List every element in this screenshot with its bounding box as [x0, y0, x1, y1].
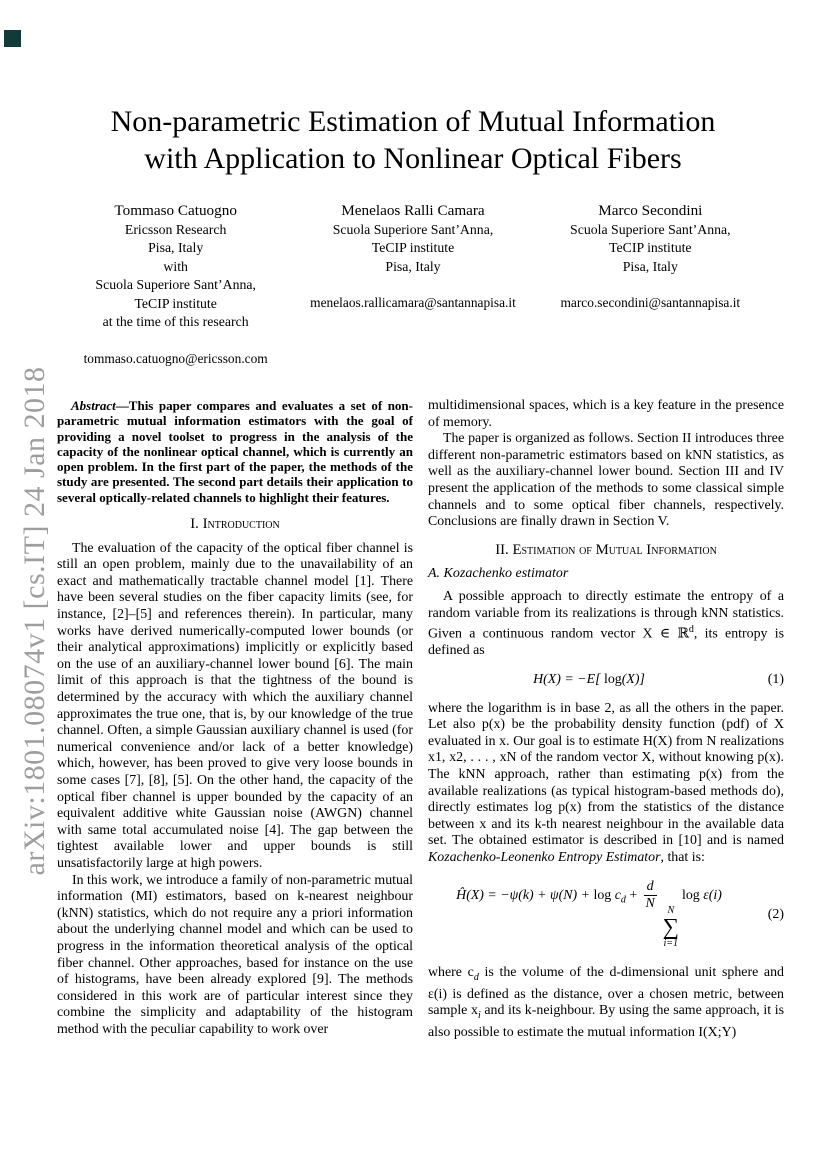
- equation-1-rhs: (X)]: [621, 671, 645, 687]
- summation-upper-limit: N: [667, 905, 675, 917]
- abstract-paragraph: [57, 398, 413, 505]
- equation-2-epsilon: ε(i): [703, 888, 722, 904]
- author-affiliation-line: Scuola Superiore Sant’Anna,: [95, 277, 256, 292]
- knn-paragraph: [428, 589, 784, 660]
- section-heading-introduction: I. Introduction: [190, 516, 280, 533]
- logarithm-paragraph-text: , that is:: [660, 849, 705, 865]
- paper-title-line2: with Application to Nonlinear Optical Fibers: [144, 142, 682, 175]
- fraction-d-over-N: [644, 880, 657, 911]
- author-email: menelaos.rallicamara@santannapisa.it: [310, 295, 516, 310]
- cd-paragraph-text: and its k-neighbour. By using the same approach, it is also possible to estimate the mutual information I(X;Y): [428, 1003, 785, 1040]
- author-affiliation-line: at the time of this research: [102, 314, 249, 329]
- equation-1-log: log: [600, 671, 622, 687]
- summation-lower-limit: i=1: [663, 938, 679, 950]
- author-affiliation-line: with: [163, 258, 188, 274]
- logarithm-paragraph-text: where the logarithm is in base 2, as all the others in the paper. Let also p(x) be the probability density function (pdf) of X evaluated in x. Our goal is to estimate H(X) from N realizations x1, x2, . . . , xN of the random vector X, without knowing p(x). The kNN approach, rather than estimating p(x) from the available realizations (as typical histogram-based methods do), directly estimates log p(x) from the statistics of the distance between x and its k-th nearest neighbour in the available data set. The obtained estimator is described in [10] and is named: [428, 700, 784, 849]
- author-affiliation-line: TeCIP institute: [609, 240, 692, 255]
- abstract-lead: Abstract: [71, 398, 116, 413]
- equation-2-number: (2): [767, 906, 784, 922]
- organization-paragraph: The paper is organized as follows. Section II introduces three different non-parametric estimators based on kNN statistics, as well as the auxiliary-channel lower bound. Section III and IV present the application of the methods to some classical simple channels and to some optical fiber channels, respectively. Conclusions are finally drawn in Section V.: [428, 431, 784, 530]
- xi-subscript: i: [477, 1009, 481, 1021]
- author-block-2: [294, 202, 531, 368]
- continuation-paragraph: multidimensional spaces, which is a key feature in the presence of memory.: [428, 398, 784, 430]
- author-blocks: [57, 202, 769, 368]
- author-block-1: [57, 202, 294, 368]
- equation-2-log2: log: [682, 888, 704, 904]
- summation: [663, 905, 679, 949]
- fraction-numerator: d: [644, 880, 657, 896]
- equation-1-body: [428, 672, 750, 689]
- cd-paragraph: [428, 965, 784, 1041]
- knn-superscript-d: d: [688, 624, 694, 636]
- equation-2-plus: +: [625, 888, 641, 904]
- right-column: [428, 398, 784, 1041]
- intro-paragraph-1: The evaluation of the capacity of the optical fiber channel is still an open problem, mainly due to the unavailability of an exact and mathematically tractable channel model [1]. There have been several studies on the fiber capacity limits (see, for instance, [2]–[5] and references therein). In particular, many works have derived numerically-computed lower bounds (or their analytical approximations) implicitly or explicitly based on the use of an auxiliary-channel lower bound [6]. The main limit of this approach is that the tightness of the bound is determined by the accuracy with which the auxiliary channel approximates the true one, that is, by our knowledge of the true channel. Often, a simple Gaussian auxiliary channel is used (for numerical convenience and/or lack of a better knowledge) which, however, has been proved to give very loose bounds in some cases [7], [8], [5]. On the other hand, the capacity of the optical fiber channel is upper bounded by the capacity of an equivalent additive white Gaussian noise (AWGN) channel with same total accumulated noise [4]. The gap between the tightest available lower and upper bounds is still unsatisfactorily large at high powers.: [57, 540, 413, 871]
- author-affiliation-line: Pisa, Italy: [148, 240, 204, 255]
- knn-paragraph-text: A possible approach to directly estimate the entropy of a random variable from its realizations is through kNN statistics. Given a continuous random vector X ∈ ℝ: [428, 588, 784, 642]
- cd-paragraph-text: where c: [428, 965, 474, 981]
- equation-2-lhs: Ĥ(X) = −ψ(k) + ψ(N) +: [456, 888, 590, 904]
- cd-paragraph-text: is the volume of the d-dimensional unit sphere and ε(i) is defined as the distance, over a chosen metric, between sample x: [428, 965, 784, 1019]
- author-email: marco.secondini@santannapisa.it: [560, 295, 741, 310]
- author-name: Tommaso Catuogno: [114, 202, 237, 219]
- equation-2-c-subscript: d: [620, 895, 626, 907]
- equation-1: [428, 672, 784, 689]
- subsection-heading-kozachenko: A. Kozachenko estimator: [428, 566, 569, 582]
- arxiv-watermark: arXiv:1801.08074v1 [cs.IT] 24 Jan 2018: [18, 366, 51, 876]
- author-block-3: [532, 202, 769, 368]
- logarithm-paragraph: [428, 701, 784, 867]
- author-email: tommaso.catuogno@ericsson.com: [83, 350, 268, 366]
- abstract-text: —This paper compares and evaluates a set of non-parametric mutual information estimators with the goal of providing a novel toolset to progress in the analysis of the capacity of the nonlinear optical channel, which is currently an open problem. In the first part of the paper, the methods of the study are presented. The second part details their application to several optically-related channels to highlight their features.: [57, 398, 413, 505]
- equation-2: [428, 880, 784, 949]
- author-name: Marco Secondini: [598, 202, 703, 219]
- cd-subscript: d: [473, 972, 479, 983]
- author-affiliation-line: TeCIP institute: [371, 240, 455, 255]
- paper-title: [60, 103, 766, 177]
- author-affiliation-line: Ericsson Research: [124, 221, 227, 237]
- corner-marker: [4, 30, 21, 47]
- equation-1-lhs: H(X) = −E[: [533, 671, 601, 687]
- equation-2-c: c: [614, 888, 621, 904]
- author-affiliation-line: Pisa, Italy: [385, 258, 441, 274]
- author-name: Menelaos Ralli Camara: [341, 202, 485, 219]
- paper-title-line1: Non-parametric Estimation of Mutual Information: [110, 105, 716, 138]
- equation-2-log: log: [589, 888, 615, 904]
- equation-2-body: [428, 880, 750, 949]
- summation-symbol: ∑: [662, 914, 679, 940]
- author-affiliation-line: Scuola Superiore Sant’Anna,: [332, 221, 494, 237]
- author-affiliation-line: Scuola Superiore Sant’Anna,: [570, 221, 731, 237]
- knn-paragraph-text: , its entropy is defined as: [428, 626, 784, 659]
- equation-1-number: (1): [767, 671, 784, 687]
- estimator-name-italic: Kozachenko-Leonenko Entropy Estimator: [428, 849, 661, 865]
- author-affiliation-line: TeCIP institute: [134, 295, 217, 311]
- section-heading-estimation: II. Estimation of Mutual Information: [495, 541, 717, 558]
- left-column: [57, 398, 413, 1038]
- author-affiliation-line: Pisa, Italy: [622, 258, 678, 274]
- intro-paragraph-2: In this work, we introduce a family of non-parametric mutual information (MI) estimators, based on k-nearest neighbour (kNN) statistics, which do not require any a priori information about the underlying channel model and which can be used to progress in the information theoretical analysis of the optical fiber channel. Other approaches, based for instance on the use of histograms, have been already explored [9]. The methods considered in this work are of particular interest since they combine the simplicity and adaptability of the histogram method with the peculiar capability to work over: [57, 872, 413, 1037]
- fraction-denominator: N: [645, 896, 655, 912]
